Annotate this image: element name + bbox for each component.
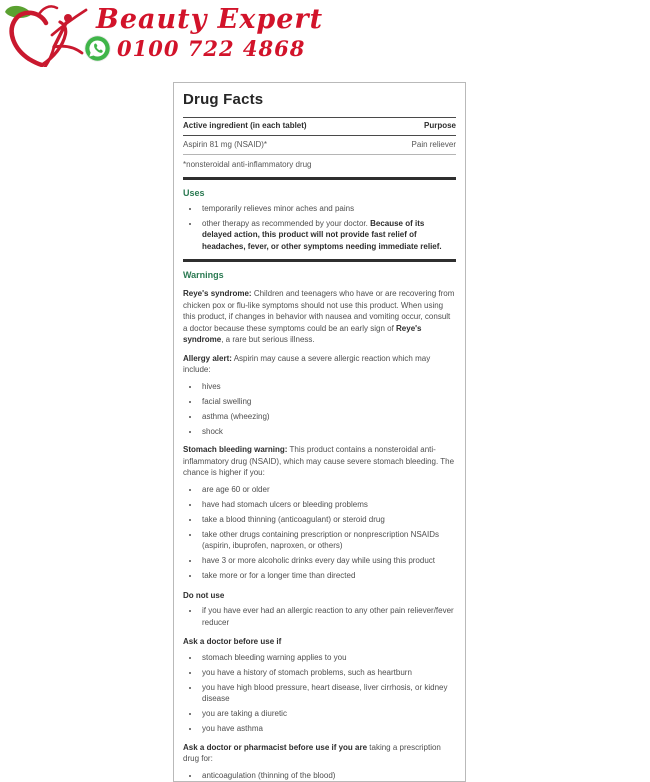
ask-pharmacist-text: taking a prescription drug for:: [183, 742, 441, 763]
drug-facts-title: Drug Facts: [183, 91, 264, 108]
list-item: • take other drugs containing prescription or nonprescription NSAIDs (aspirin, ibuprofen, naproxen, or others): [200, 529, 456, 552]
list-item: • take a blood thinning (anticoagulant) or steroid drug: [200, 514, 456, 526]
list-item: • have had stomach ulcers or bleeding problems: [200, 499, 456, 511]
whatsapp-contact: [84, 35, 305, 62]
allergy-alert-paragraph: [183, 353, 456, 376]
drug-facts-label: [173, 82, 466, 782]
list-item: • anticoagulation (thinning of the blood): [200, 770, 456, 782]
uses-heading: Uses: [183, 187, 205, 198]
list-item: • shock: [200, 426, 456, 438]
section-divider: [183, 259, 456, 262]
list-item: [200, 218, 456, 253]
list-item: • you have high blood pressure, heart disease, liver cirrhosis, or kidney disease: [200, 682, 456, 705]
list-item: • you have asthma: [200, 723, 456, 735]
list-item: • facial swelling: [200, 396, 456, 408]
purpose-header: Purpose: [423, 121, 456, 130]
ask-pharmacist-lead: Ask a doctor or pharmacist before use if you are: [183, 742, 368, 752]
ingredient-footnote: *nonsteroidal anti-inflammatory drug: [183, 160, 312, 169]
list-item: • you have a history of stomach problems, such as heartburn: [200, 667, 456, 679]
uses-bullet2-bold: Because of its delayed action, this product will not provide fast relief of headaches, fever, or other symptoms needing immediate relief.: [202, 218, 442, 251]
allergy-list: [183, 381, 456, 438]
ask-doctor-list: [183, 652, 456, 735]
allergy-text: Aspirin may cause a severe allergic reaction which may include:: [183, 353, 431, 374]
phone-number: 0100 722 4868: [117, 36, 306, 61]
list-item: • stomach bleeding warning applies to you: [200, 652, 456, 664]
list-item: • are age 60 or older: [200, 484, 456, 496]
allergy-lead: Allergy alert:: [183, 353, 232, 363]
ingredient-table-row: [183, 136, 456, 156]
uses-bullet2-plain: other therapy as recommended by your doctor.: [202, 218, 371, 228]
list-item: • temporarily relieves minor aches and pains: [200, 203, 456, 215]
stomach-lead: Stomach bleeding warning:: [183, 445, 288, 454]
list-item: • if you have ever had an allergic reaction to any other pain reliever/fever reducer: [200, 605, 456, 628]
ask-pharmacist-list: [183, 770, 456, 782]
whatsapp-icon: [84, 35, 111, 62]
ingredient-purpose: Pain reliever: [411, 139, 456, 149]
reyes-lead: Reye's syndrome:: [183, 289, 252, 298]
stomach-text: This product contains a nonsteroidal anti-inflammatory drug (NSAID), which may cause severe stomach bleeding. The chance is higher if you:: [183, 445, 455, 477]
reyes-text2: , a rare but serious illness.: [221, 335, 315, 344]
ask-doctor-heading: Ask a doctor before use if: [183, 637, 282, 646]
ingredient-name: Aspirin 81 mg (NSAID)*: [183, 139, 268, 149]
list-item: • take more or for a longer time than directed: [200, 570, 456, 582]
stomach-bleeding-paragraph: [183, 444, 456, 479]
reyes-bold: Reye's syndrome: [183, 323, 422, 344]
brand-name: Beauty Expert: [96, 4, 324, 35]
ask-pharmacist-paragraph: [183, 742, 456, 765]
apple-dancer-logo-icon: [2, 1, 94, 67]
reyes-text1: Children and teenagers who have or are recovering from chicken pox or flu-like symptoms should not use this product. When using this product, if changes in behavior with nausea and vomiting occur, consult a doctor because these symptoms could be an early sign of: [183, 289, 455, 333]
list-item: • hives: [200, 381, 456, 393]
stomach-list: [183, 484, 456, 582]
do-not-use-list: [183, 605, 456, 628]
active-ingredient-header: Active ingredient (in each tablet): [183, 121, 307, 130]
list-item: • you are taking a diuretic: [200, 708, 456, 720]
warnings-heading: Warnings: [183, 270, 224, 280]
ingredient-table-header: [183, 117, 456, 136]
list-item: • have 3 or more alcoholic drinks every day while using this product: [200, 555, 456, 567]
uses-list: [183, 203, 456, 253]
do-not-use-heading: Do not use: [183, 590, 225, 600]
section-divider: [183, 177, 456, 180]
reyes-syndrome-paragraph: [183, 288, 456, 346]
list-item: • asthma (wheezing): [200, 411, 456, 423]
